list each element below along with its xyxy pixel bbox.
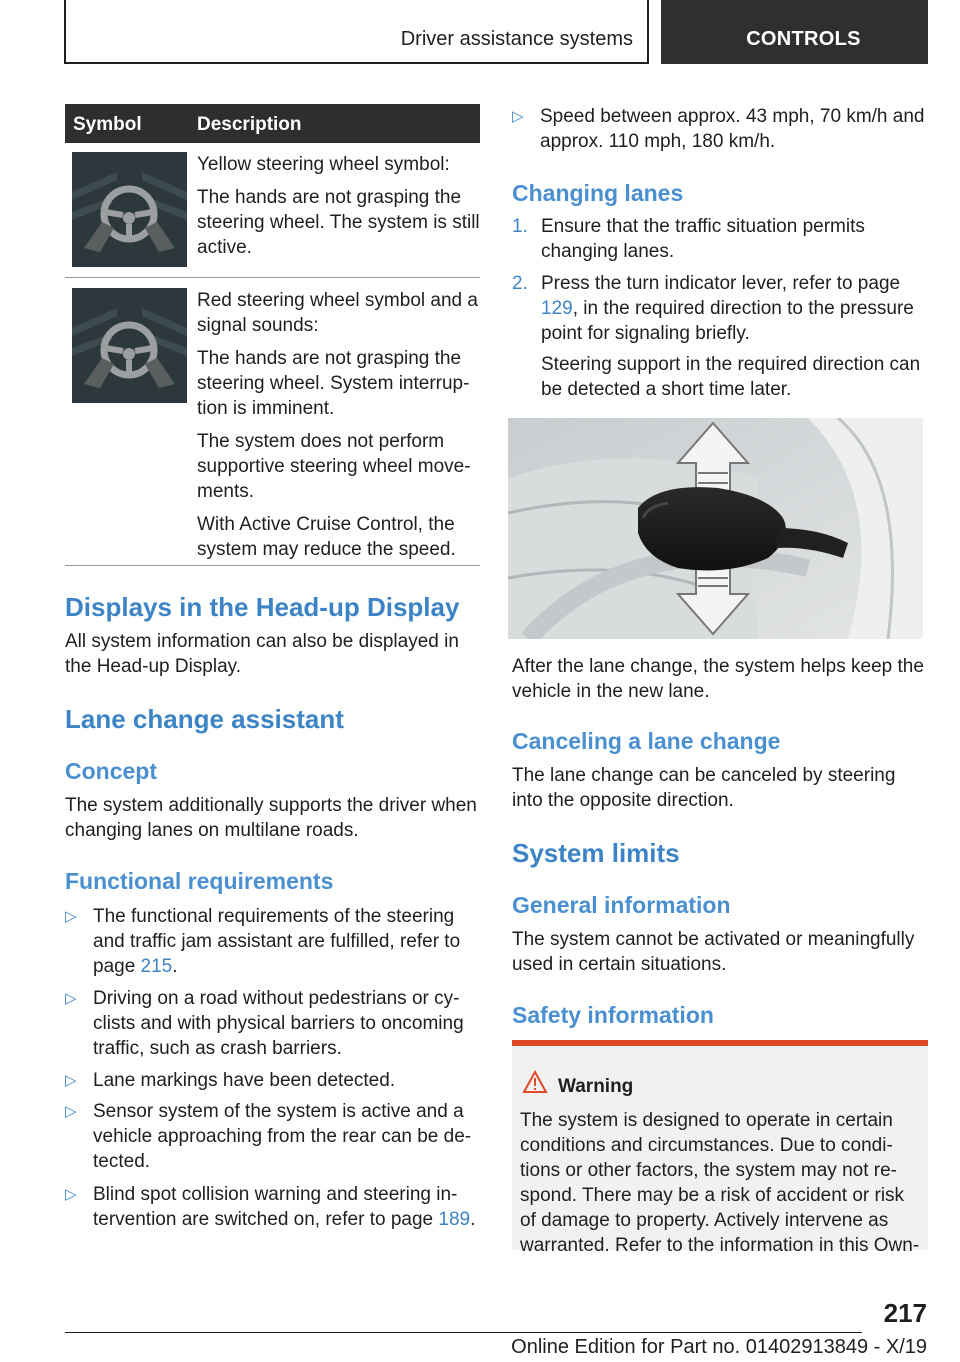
heading-canceling-lane-change: Canceling a lane change bbox=[512, 728, 781, 754]
heading-general-information: General information bbox=[512, 892, 731, 918]
heading-changing-lanes: Changing lanes bbox=[512, 180, 684, 206]
warning-text: The system is designed to operate in certain conditions and circumstances. Due to condi-tions or other factors, the system may not re-spond. There may be a risk of accident or risk of damage to property. Actively intervene as warranted. Refer to the information in this Own- bbox=[520, 1110, 920, 1256]
bullet-triangle-icon: ▷ bbox=[65, 1186, 77, 1203]
bullet-text: The functional requirements of the steering and traffic jam assistant are fulfilled, refer to page bbox=[93, 906, 461, 977]
bullet-text: Lane markings have been detected. bbox=[93, 1070, 396, 1091]
step-number: 2. bbox=[512, 273, 528, 294]
heading-system-limits: System limits bbox=[512, 838, 680, 868]
bullet-text: Sensor system of the system is active and a vehicle approaching from the rear can be de-tected. bbox=[93, 1101, 472, 1172]
list-item bbox=[512, 104, 928, 154]
page-header bbox=[64, 0, 928, 64]
heading-lane-change-assistant: Lane change assistant bbox=[65, 704, 344, 734]
warning-title: Warning bbox=[558, 1076, 634, 1097]
row2-description bbox=[197, 288, 480, 570]
yellow-steering-wheel-icon bbox=[72, 152, 187, 267]
warning-triangle-icon bbox=[522, 1070, 548, 1094]
list-item bbox=[65, 986, 480, 1061]
page-number: 217 bbox=[883, 1298, 927, 1328]
step-text-after: , in the required direction to the pressure point for signaling briefly. bbox=[541, 298, 914, 344]
step-text: Ensure that the traffic situation permits changing lanes. bbox=[541, 216, 865, 262]
heading-functional-requirements: Functional requirements bbox=[65, 868, 334, 894]
list-item bbox=[65, 904, 480, 979]
list-item bbox=[65, 1182, 480, 1232]
heading-safety-information: Safety information bbox=[512, 1002, 714, 1028]
page-link-215[interactable]: 215 bbox=[140, 956, 173, 977]
general-text: The system cannot be activated or meaningfully used in certain situations. bbox=[512, 929, 915, 975]
bullet-text-after: . bbox=[470, 1209, 476, 1230]
page-link-129[interactable]: 129 bbox=[541, 298, 573, 319]
concept-text: The system additionally supports the driver when changing lanes on multilane roads. bbox=[65, 795, 477, 841]
heading-concept: Concept bbox=[65, 758, 157, 784]
row1-line2: The hands are not grasping the steering wheel. The system is still active. bbox=[197, 187, 480, 258]
row2-line1: Red steering wheel symbol and a signal sounds: bbox=[197, 290, 478, 336]
bullet-triangle-icon: ▷ bbox=[512, 108, 524, 125]
bullet-triangle-icon: ▷ bbox=[65, 1103, 77, 1120]
row1-description bbox=[197, 152, 480, 268]
turn-indicator-lever-image bbox=[508, 418, 923, 639]
list-item bbox=[65, 1068, 480, 1093]
page-link-189[interactable]: 189 bbox=[438, 1209, 471, 1230]
bullet-triangle-icon: ▷ bbox=[65, 1072, 77, 1089]
after-change-text: After the lane change, the system helps keep the vehicle in the new lane. bbox=[512, 656, 924, 702]
red-steering-wheel-icon bbox=[72, 288, 187, 403]
header-chapter-box bbox=[661, 0, 928, 64]
speed-bullet-text: Speed between approx. 43 mph, 70 km/h and approx. 110 mph, 180 km/h. bbox=[540, 106, 925, 152]
row1-line1: Yellow steering wheel symbol: bbox=[197, 154, 450, 175]
bullet-triangle-icon: ▷ bbox=[65, 908, 77, 925]
row2-line2: The hands are not grasping the steering wheel. System interrup-tion is imminent. bbox=[197, 348, 470, 419]
header-section-box bbox=[64, 0, 649, 64]
step-number: 1. bbox=[512, 216, 528, 237]
bullet-text-after: . bbox=[172, 956, 178, 977]
table-col-description: Description bbox=[197, 114, 302, 135]
header-chapter-title: CONTROLS bbox=[746, 28, 861, 50]
list-item bbox=[512, 271, 928, 401]
bullet-triangle-icon: ▷ bbox=[65, 990, 77, 1007]
step-text: Press the turn indicator lever, refer to page bbox=[541, 273, 901, 294]
bullet-text: Driving on a road without pedestrians or cy-clists and with physical barriers to oncoming traffic, such as crash barriers. bbox=[93, 988, 464, 1059]
row2-line4: With Active Cruise Control, the system may reduce the speed. bbox=[197, 514, 456, 560]
table-bottom-rule bbox=[65, 565, 480, 566]
hud-text: All system information can also be displayed in the Head-up Display. bbox=[65, 631, 459, 677]
header-section-title: Driver assistance systems bbox=[400, 28, 633, 50]
warning-box bbox=[512, 1040, 928, 1256]
footer-rule bbox=[65, 1332, 862, 1333]
list-item bbox=[65, 1099, 480, 1174]
table-col-symbol: Symbol bbox=[73, 114, 142, 135]
table-row-divider bbox=[65, 277, 480, 278]
bullet-text: Blind spot collision warning and steering in-tervention are switched on, refer to page bbox=[93, 1184, 458, 1230]
row2-line3: The system does not perform supportive steering wheel move-ments. bbox=[197, 431, 471, 502]
step-note: Steering support in the required direction can be detected a short time later. bbox=[541, 354, 921, 400]
list-item bbox=[512, 214, 928, 264]
cancel-text: The lane change can be canceled by steering into the opposite direction. bbox=[512, 765, 896, 811]
footer-edition: Online Edition for Part no. 01402913849 - X/19 bbox=[511, 1336, 927, 1358]
heading-hud: Displays in the Head-up Display bbox=[65, 592, 460, 622]
symbol-table-header bbox=[65, 104, 480, 143]
